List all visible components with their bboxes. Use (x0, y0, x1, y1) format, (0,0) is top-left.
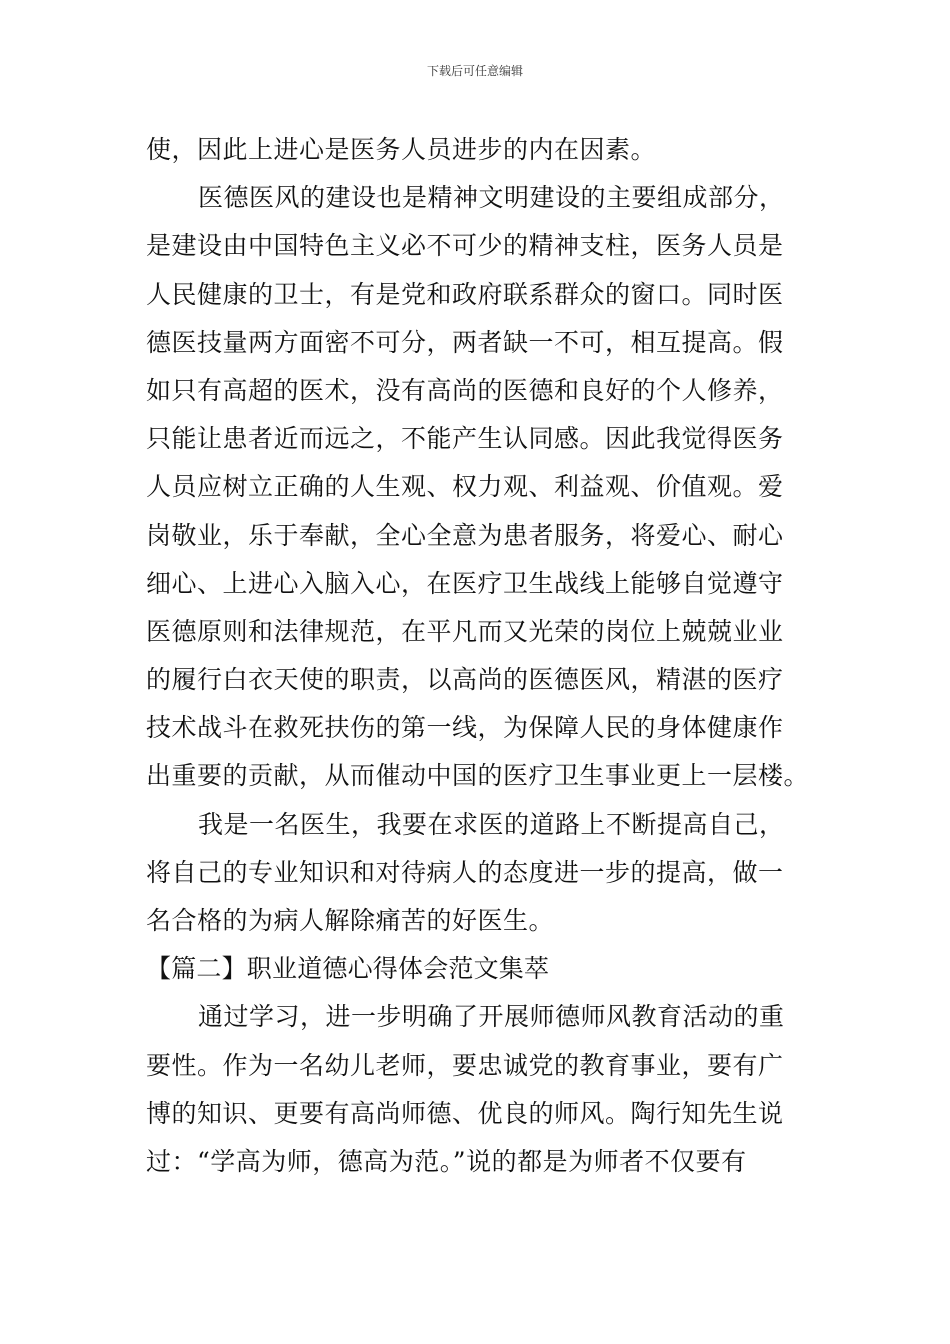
paragraph-first-line: 我是一名医生，我要在求医的道路上不断提高自己， (198, 809, 785, 839)
text-line: 技术战斗在救死扶伤的第一线，为保障人民的身体健康作 (146, 713, 784, 743)
text-line: 名合格的为病人解除痛苦的好医生。 (146, 906, 555, 935)
text-line: 将自己的专业知识和对待病人的态度进一步的提高，做一 (146, 857, 784, 887)
text-line: 德医技量两方面密不可分，两者缺一不可，相互提高。假 (146, 327, 784, 357)
text-line: 使，因此上进心是医务人员进步的内在因素。 (146, 135, 657, 164)
text-line: 的履行白衣天使的职责，以高尚的医德医风，精湛的医疗 (146, 665, 784, 695)
text-line: 细心、上进心入脑入心，在医疗卫生战线上能够自觉遵守 (146, 568, 784, 598)
text-line: 只能让患者近而远之，不能产生认同感。因此我觉得医务 (146, 424, 784, 454)
text-line: 要性。作为一名幼儿老师，要忠诚党的教育事业，要有广 (146, 1050, 784, 1080)
text-line: 出重要的贡献，从而催动中国的医疗卫生事业更上一层楼。 (146, 761, 810, 791)
text-line: 人民健康的卫士，有是党和政府联系群众的窗口。同时医 (146, 279, 784, 309)
paragraph-first-line: 通过学习，进一步明确了开展师德师风教育活动的重 (198, 1002, 785, 1032)
text-line: 人员应树立正确的人生观、权力观、利益观、价值观。爱 (146, 472, 784, 502)
section-heading: 【篇二】职业道德心得体会范文集萃 (146, 954, 550, 984)
text-line: 岗敬业，乐于奉献，全心全意为患者服务，将爱心、耐心 (146, 520, 784, 550)
text-line: 如只有高超的医术，没有高尚的医德和良好的个人修养， (146, 375, 784, 405)
text-line: 过：“学高为师，德高为范。”说的都是为师者不仅要有 (146, 1146, 747, 1176)
document-body (146, 126, 810, 1186)
text-line: 是建设由中国特色主义必不可少的精神支柱，医务人员是 (146, 231, 784, 261)
paragraph-first-line: 医德医风的建设也是精神文明建设的主要组成部分， (198, 183, 785, 213)
page-header: 下载后可任意编辑 (426, 64, 523, 78)
text-line: 医德原则和法律规范，在平凡而又光荣的岗位上兢兢业业 (146, 616, 784, 646)
text-line: 博的知识、更要有高尚师德、优良的师风。陶行知先生说 (146, 1098, 784, 1128)
